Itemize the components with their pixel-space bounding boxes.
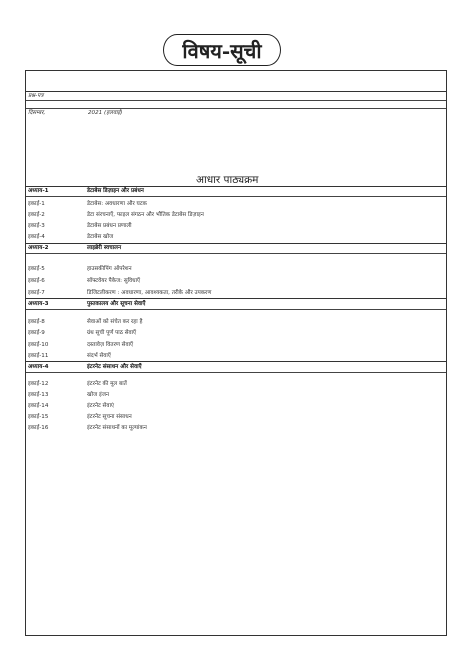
- chapter-title: इंटरनेट संसाधन और सेवाएँ: [87, 364, 142, 370]
- divider: [26, 100, 446, 101]
- unit-title: इंटरनेट संसाधनों का मूल्यांकन: [87, 425, 147, 431]
- divider: [26, 253, 446, 254]
- unit-title: खोज इंजन: [87, 392, 109, 398]
- unit-id: इकाई-9: [28, 330, 45, 336]
- section-title: आधार पाठ्यक्रम: [196, 174, 259, 186]
- chapter-id: अध्याय-1: [28, 188, 49, 194]
- unit-title: डेटा संरचनाएँ, फाइल संगठन और भौतिक डेटाबेस डिज़ाइन: [87, 212, 204, 218]
- unit-id: इकाई-5: [28, 266, 45, 272]
- unit-id: इकाई-2: [28, 212, 45, 218]
- chapter-id: अध्याय-2: [28, 245, 49, 251]
- divider: [26, 196, 446, 197]
- unit-title: संदर्भ सेवाएँ: [87, 353, 111, 359]
- unit-title: सॉफ्टवेयर पैकेज: सुविधाएँ: [87, 278, 141, 284]
- unit-id: इकाई-15: [28, 414, 49, 420]
- chapter-id: अध्याय-4: [28, 364, 49, 370]
- chapter-title: लाइब्रेरी स्वचालन: [87, 245, 122, 251]
- divider: [26, 243, 446, 244]
- divider: [26, 108, 446, 109]
- unit-title: इंटरनेट सूचना संसाधन: [87, 414, 132, 420]
- unit-id: इकाई-16: [28, 425, 49, 431]
- divider: [26, 372, 446, 373]
- unit-title: डेटाबेस प्रबंधन प्रणाली: [87, 223, 132, 229]
- divider: [26, 361, 446, 362]
- unit-id: इकाई-8: [28, 319, 45, 325]
- paper-label: प्रश्न-पत्र: [28, 92, 44, 99]
- unit-id: इकाई-7: [28, 290, 45, 296]
- unit-id: इकाई-11: [28, 353, 49, 359]
- divider: [26, 309, 446, 310]
- unit-title: डेटाबेस खोज: [87, 234, 114, 240]
- divider: [26, 91, 446, 92]
- session-value: 2021 (हलवाई): [88, 110, 123, 116]
- unit-id: इकाई-3: [28, 223, 45, 229]
- unit-title: ग्रंथ सूची पूर्ण पाठ सेवाएँ: [87, 330, 137, 336]
- unit-title: डिजिटलीकरण : अवधारणा, आवश्यकता, तरीके और उपकरण: [87, 290, 212, 296]
- unit-id: इकाई-14: [28, 403, 49, 409]
- unit-id: इकाई-4: [28, 234, 45, 240]
- unit-id: इकाई-6: [28, 278, 45, 284]
- unit-title: डेटाबेस: अवधारणा और घटक: [87, 201, 147, 207]
- unit-title: हाउसकीपिंग ऑपरेशन: [87, 266, 132, 272]
- contents-frame: [25, 70, 447, 636]
- unit-title: दस्तावेज़ वितरण सेवाएँ: [87, 342, 134, 348]
- chapter-title: पुस्तकालय और सूचना सेवाएँ: [87, 301, 146, 307]
- session-label: दिसम्बर,: [28, 110, 46, 116]
- unit-title: इंटरनेट सेवाएं: [87, 403, 114, 409]
- divider: [26, 298, 446, 299]
- unit-id: इकाई-10: [28, 342, 49, 348]
- unit-title: इंटरनेट की मूल बातें: [87, 381, 127, 387]
- unit-id: इकाई-1: [28, 201, 45, 207]
- unit-id: इकाई-12: [28, 381, 49, 387]
- page-title: विषय-सूची: [163, 34, 281, 66]
- chapter-id: अध्याय-3: [28, 301, 49, 307]
- chapter-title: डेटाबेस डिज़ाइन और प्रबंधन: [87, 188, 144, 194]
- divider: [26, 186, 446, 187]
- unit-id: इकाई-13: [28, 392, 49, 398]
- unit-title: सेवाओं को संचेत कर रहा है: [87, 319, 143, 325]
